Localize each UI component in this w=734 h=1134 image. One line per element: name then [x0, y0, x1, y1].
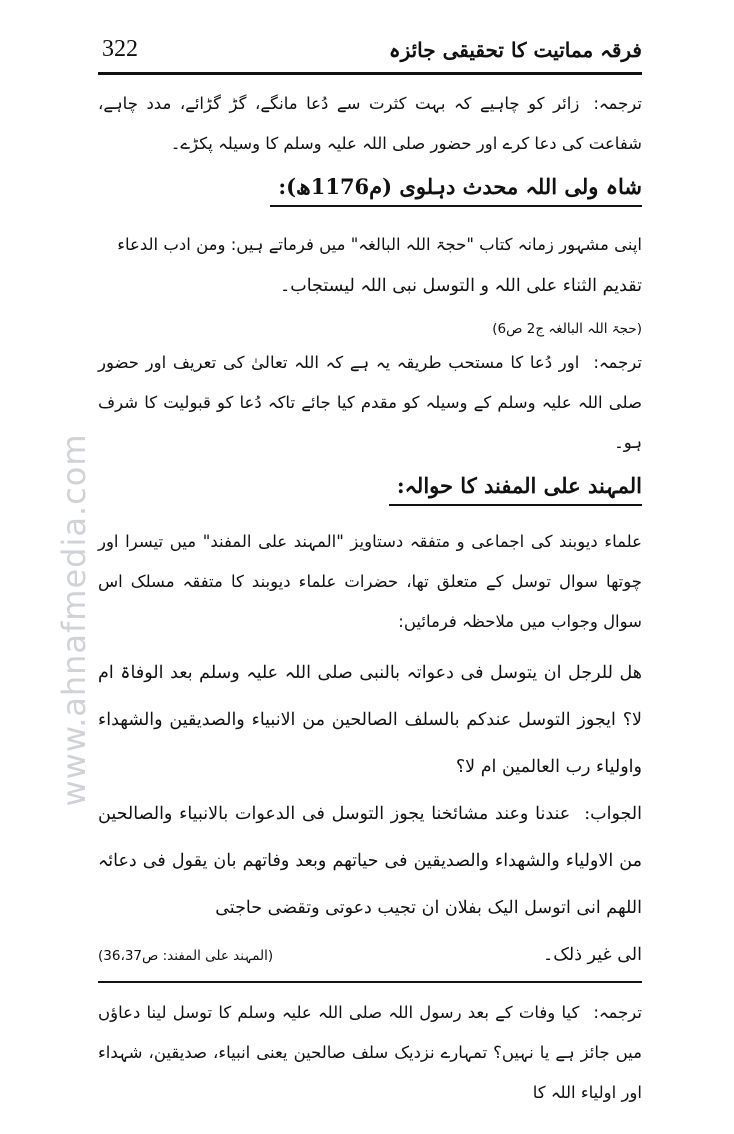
translation-label: ترجمہ: — [593, 353, 642, 372]
header-rule — [98, 72, 642, 75]
section-heading-shah-waliullah: شاہ ولی اللہ محدث دہلوی (م1176ھ): — [270, 174, 642, 207]
translation-label: ترجمہ: — [593, 1003, 642, 1022]
reference-1-wrap — [98, 321, 642, 337]
page-header — [98, 34, 642, 74]
reference-2: (المہند علی المفند: ص36،37) — [98, 948, 274, 964]
translation-2 — [98, 343, 642, 463]
paragraph-1 — [98, 225, 642, 307]
answer-last-line — [98, 932, 642, 979]
answer-last-text: الی غیر ذلک۔ — [542, 945, 642, 965]
translation-text: زائر کو چاہیے کہ بہت کثرت سے دُعا مانگے، گڑ گڑائے، مدد چاہے، شفاعت کی دعا کرے اور حضور صلی اللہ علیہ وسلم کا وسیلہ پکڑے۔ — [98, 94, 642, 153]
page-body — [98, 84, 642, 1113]
reference-1: (حجۃ اللہ البالغہ ج2 ص6) — [492, 321, 642, 337]
paragraph-1-arabic: تقدیم الثناء علی اللہ و التوسل نبی اللہ لیستجاب۔ — [279, 276, 642, 296]
translation-text: اور دُعا کا مستحب طریقہ یہ ہے کہ اللہ تعالیٰ کی تعریف اور حضور صلی اللہ علیہ وسلم کے وسیلہ کو مقدم کیا جائے تاکہ دُعا کو قبولیت کا شرف ہو۔ — [98, 353, 642, 452]
watermark — [44, 390, 104, 850]
translation-1 — [98, 84, 642, 164]
book-title: فرقہ مماتیت کا تحقیقی جائزہ — [388, 38, 642, 62]
watermark-text: www.ahnafmedia.com — [55, 433, 93, 807]
arabic-answer — [98, 791, 642, 932]
page-number: 322 — [102, 36, 138, 62]
translation-3 — [98, 993, 642, 1113]
translation-label: ترجمہ: — [593, 94, 642, 113]
section-heading-al-muhannad: المہند علی المفند کا حوالہ: — [389, 473, 642, 506]
paragraph-1-intro: اپنی مشہور زمانہ کتاب "حجۃ اللہ البالغہ" میں فرماتے ہیں: ومن ادب الدعاء — [117, 235, 642, 254]
answer-label: الجواب: — [584, 804, 642, 824]
section-divider — [98, 981, 642, 983]
heading-2-wrap — [98, 473, 642, 506]
arabic-question: ھل للرجل ان یتوسل فی دعواتہ بالنبی صلی اللہ علیہ وسلم بعد الوفاۃ ام لا؟ ایجوز التوسل عندکم بالسلف الصالحین من الانبیاء والصدیقین والشھداء واولیاء رب العالمین ام لا؟ — [98, 663, 642, 777]
paragraph-2: علماء دیوبند کی اجماعی و متفقہ دستاویز "المہند علی المفند" میں تیسرا اور چوتھا سوال توسل کے متعلق تھا، حضرات علماء دیوبند کا متفقہ مسلک اس سوال وجواب میں ملاحظہ فرمائیں: — [98, 532, 642, 631]
answer-text: عندنا وعند مشائخنا یجوز التوسل فی الدعوات بالانبیاء والصالحین من الاولیاء والشھداء والصدیقین فی حیاتھم وبعد وفاتھم بان یقول فی دعائہ اللھم انی اتوسل الیک بفلان ان تجیب دعوتی وتقضی حاجتی — [98, 804, 642, 918]
heading-1-wrap — [98, 174, 642, 207]
translation-text: کیا وفات کے بعد رسول اللہ صلی اللہ علیہ وسلم کا توسل لینا دعاؤں میں جائز ہے یا نہیں؟ تمہارے نزدیک سلف صالحین یعنی انبیاء، صدیقین، شہداء اور اولیاء اللہ کا — [98, 1003, 642, 1102]
